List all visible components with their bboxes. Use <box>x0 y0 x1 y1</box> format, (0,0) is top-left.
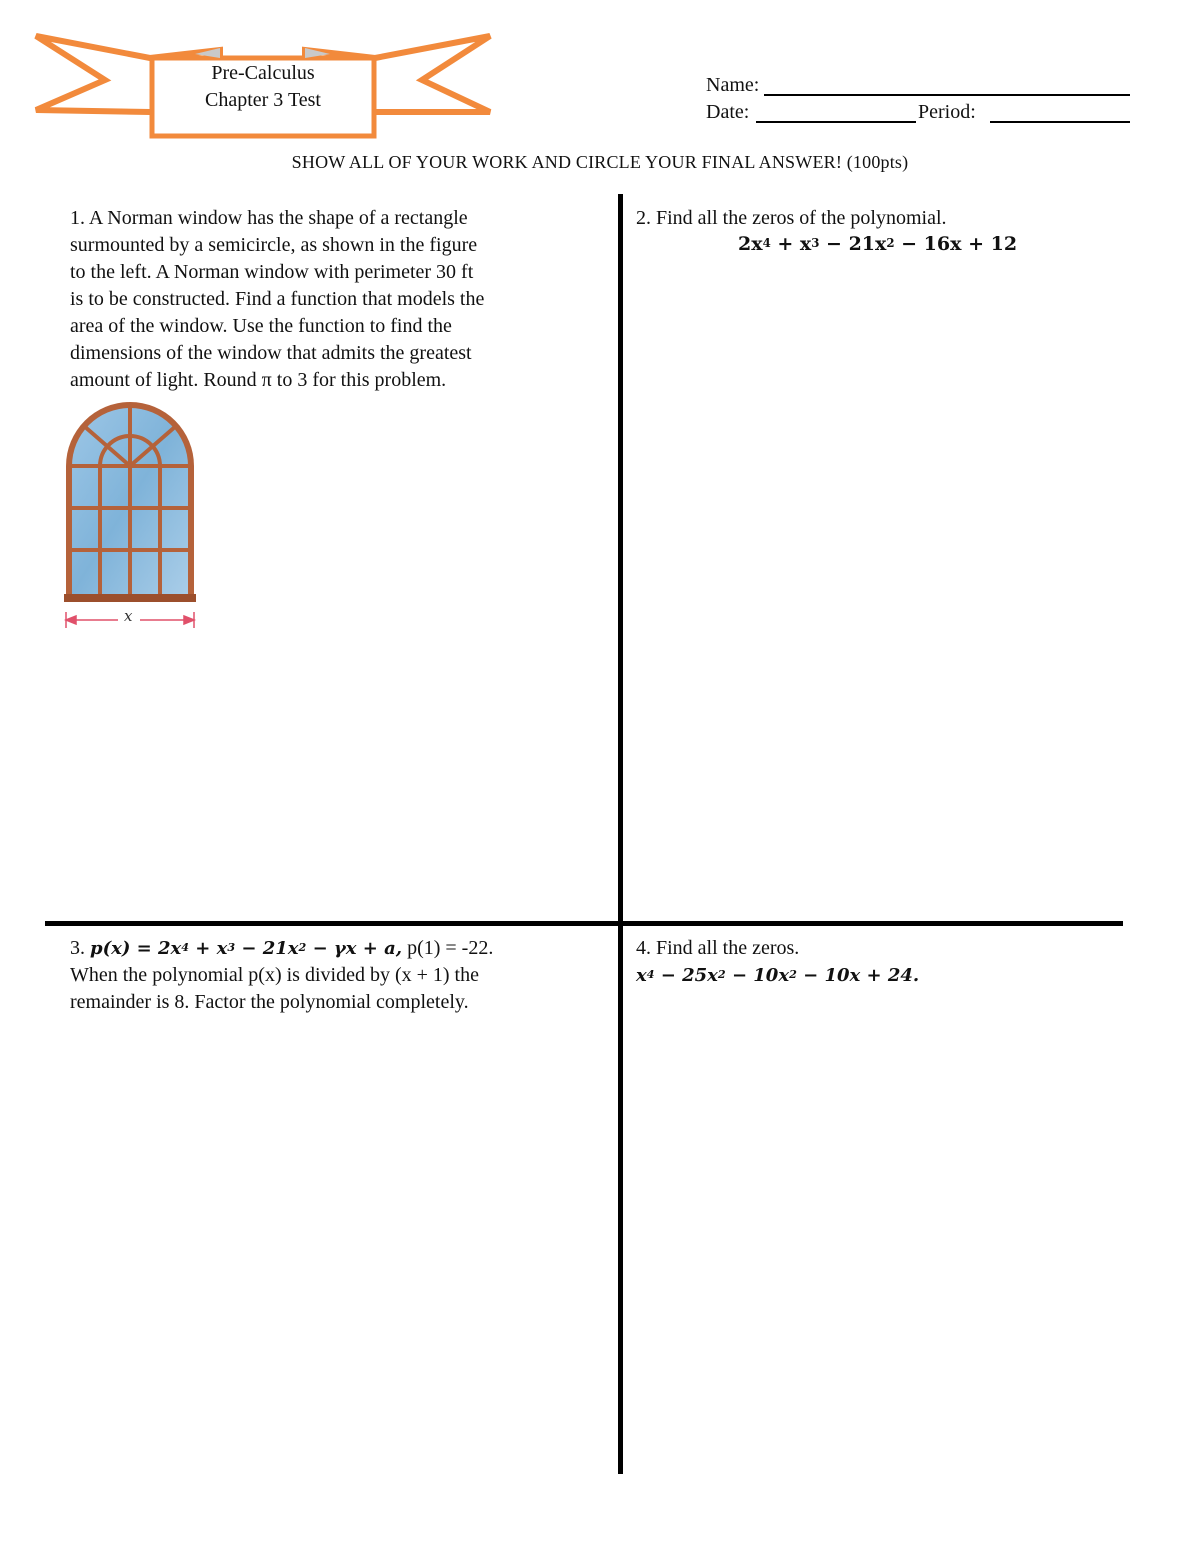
question-3-line-2: When the polynomial p(x) is divided by (x + 1) the <box>70 964 479 986</box>
question-1 <box>70 205 615 394</box>
question-4-text: Find all the zeros. <box>656 937 800 959</box>
question-1-line-1: A Norman window has the shape of a rectangle <box>88 207 468 229</box>
question-1-line-3: to the left. A Norman window with perimeter 30 ft <box>70 261 474 283</box>
question-2-number: 2. <box>636 207 651 229</box>
question-2-text: Find all the zeros of the polynomial. <box>656 207 947 229</box>
norman-window-figure <box>60 400 200 632</box>
question-2-polynomial: $2x^4 + x^3 - 21x^2 - 16x + 12$ <box>738 233 1018 255</box>
question-3-number: 3. <box>70 937 85 959</box>
horizontal-divider <box>45 921 1123 926</box>
name-label: Name: <box>706 74 760 96</box>
question-1-line-2: surmounted by a semicircle, as shown in the figure <box>70 234 478 256</box>
question-4-polynomial: $x^4 - 25x^2 - 10x^2 - 10x + 24$. <box>636 965 920 986</box>
question-3 <box>70 935 615 1016</box>
question-2 <box>636 205 947 232</box>
question-3-line-3: remainder is 8. Factor the polynomial completely. <box>70 991 469 1013</box>
question-1-line-7: amount of light. Round π to 3 for this problem. <box>70 369 447 391</box>
question-3-condition: p(1) = -22. <box>402 937 494 959</box>
question-1-line-4: is to be constructed. Find a function that models the <box>70 288 485 310</box>
date-label: Date: <box>706 101 750 123</box>
question-1-line-5: area of the window. Use the function to find the <box>70 315 452 337</box>
question-4-number: 4. <box>636 937 651 959</box>
name-blank-line[interactable] <box>764 94 1130 96</box>
vertical-divider <box>618 194 623 1474</box>
figure-dimension-label: x <box>124 607 133 625</box>
question-3-expression: $p(x) = 2x^4 + x^3 - 21x^2 - \gamma x + a$, <box>90 938 403 959</box>
banner-title <box>150 60 376 114</box>
question-4 <box>636 935 919 989</box>
period-blank-line[interactable] <box>990 121 1130 123</box>
period-label: Period: <box>918 101 976 123</box>
test-title: Chapter 3 Test <box>205 89 321 111</box>
course-title: Pre-Calculus <box>211 62 315 84</box>
instructions: SHOW ALL OF YOUR WORK AND CIRCLE YOUR FINAL ANSWER! (100pts) <box>291 152 909 172</box>
date-blank-line[interactable] <box>756 121 916 123</box>
question-1-number: 1. <box>70 207 85 229</box>
question-1-line-6: dimensions of the window that admits the greatest <box>70 342 472 364</box>
